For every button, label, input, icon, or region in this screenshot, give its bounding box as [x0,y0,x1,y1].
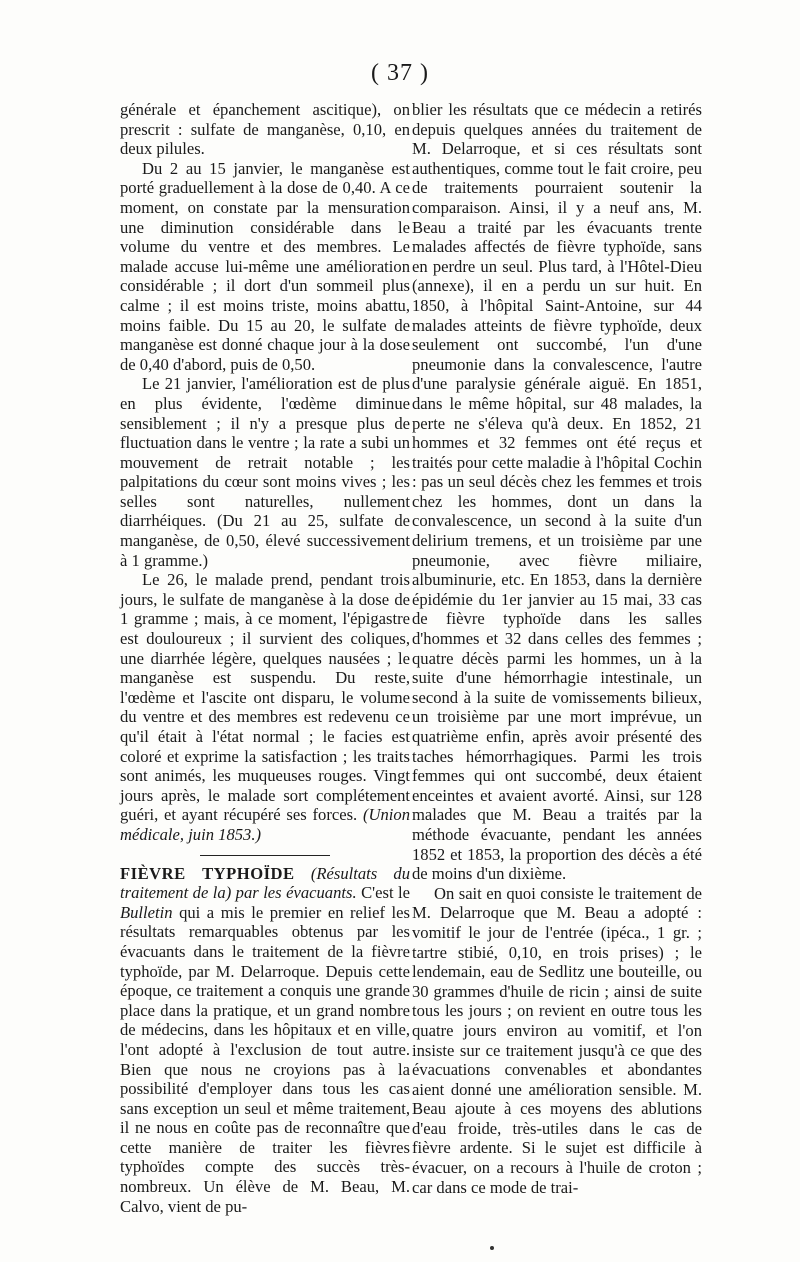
paragraph-text: C'est le [361,883,410,903]
section-divider [200,855,330,856]
bulletin-title: Bulletin [120,902,173,922]
source-citation: (Union médicale, juin 1853.) [120,805,410,844]
page-number: ( 37 ) [371,60,429,86]
paragraph: Du 2 au 15 janvier, le manganèse est porté graduellement à la dose de 0,40. A ce moment, on constate par la mensuration une diminution considérable dans le volume du ventre et des membres. Le malade accuse lui-même une amélioration considérable ; il dort d'un sommeil plus calme ; il est moins triste, moins abattu, moins faible. Du 15 au 20, le sulfate de manganèse est donné chaque jour à la dose de 0,40 d'abord, puis de 0,50. [120,158,410,374]
paragraph-text: qui a mis le premier en relief les résultats remarquables obtenus par les évacuants dans le traitement de la fièvre typhoïde, par M. Delarroque. Depuis cette époque, ce traitement a conquis une grande place dans la pratique, et un grand nombre de médecins, dans les hôpitaux et en ville, l'ont adopté à l'exclusion de tout autre. Bien que nous ne croyions pas à la possibilité d'employer dans tous les cas sans exception un seul et même traitement, il ne nous en coûte pas de reconnaître que cette manière de traiter les fièvres typhoïdes compte des succès très-nombreux. Un élève de M. Beau, M. Calvo, vient de pu- [120,902,410,1216]
paragraph: On sait en quoi consiste le traitement de M. Delarroque que M. Beau a adopté : vomitif le jour de l'entrée (ipéca., 1 gr. ; tartre stibié, 0,10, en trois prises) ; le lendemain, eau de Sedlitz une bouteille, ou 30 grammes d'huile de ricin ; ainsi de suite tous les jours ; on revient en outre tous les quatre jours environ au vomitif, et l'on insiste sur ce traitement jusqu'à ce que des évacuations convenables et abondantes aient donné une amélioration sensible. M. Beau ajoute à ces moyens des ablutions d'eau froide, très-utiles dans le cas de fièvre ardente. Si le sujet est difficile à évacuer, on a recours à l'huile de croton ; car dans ce mode de trai- [412,883,702,1197]
section-subtitle: (Résultats du traitement de la) par les évacuants. [120,863,411,903]
left-column [120,100,410,1216]
paragraph-text: Le 26, le malade prend, pendant trois jours, le sulfate de manganèse à la dose de 1 gramme ; mais, à ce moment, l'épigastre est douloureux ; il survient des coliques, une diarrhée légère, quelques nausées ; le manganèse est suspendu. Du reste, l'œdème et l'ascite ont disparu, le volume du ventre et des membres est redevenu ce qu'il était à l'état normal ; le facies est coloré et exprime la satisfaction ; les traits sont animés, les muqueuses rouges. Vingt jours après, le malade sort complétement guéri, et ayant récupéré ses forces. [120,570,410,825]
paragraph: générale et épanchement ascitique), on prescrit : sulfate de manganèse, 0,10, en deux pilules. [120,100,410,159]
section-title [120,864,410,1217]
paragraph: Le 21 janvier, l'amélioration est de plus en plus évidente, l'œdème diminue sensiblement ; il n'y a presque plus de fluctuation dans le ventre ; la rate a subi un mouvement de retrait notable ; les palpitations du cœur sont moins vives ; les selles sont naturelles, nullement diarrhéiques. (Du 21 au 25, sulfate de manganèse, de 0,50, élevé successivement à 1 gramme.) [120,374,410,570]
right-column [412,100,702,1197]
paragraph: blier les résultats que ce médecin a retirés depuis quelques années du traitement de M. Delarroque, et si ces résultats sont authentiques, comme tout le fait croire, peu de traitements pourraient soutenir la comparaison. Ainsi, il y a neuf ans, M. Beau a traité par les évacuants trente malades affectés de fièvre typhoïde, sans en perdre un seul. Plus tard, à l'Hôtel-Dieu (annexe), il en a perdu un sur huit. En 1850, à l'hôpital Saint-Antoine, sur 44 malades atteints de fièvre typhoïde, deux seulement ont succombé, l'un d'une pneumonie dans la convalescence, l'autre d'une paralysie générale aiguë. En 1851, dans le même hôpital, sur 48 malades, la perte ne s'éleva qu'à deux. En 1852, 21 hommes et 32 femmes ont été reçus et traités pour cette maladie à l'hôpital Cochin : pas un seul décès chez les femmes et trois chez les hommes, dont un dans la convalescence, un second à la suite d'un delirium tremens, et un troisième par une pneumonie, avec fièvre miliaire, albuminurie, etc. En 1853, dans la dernière épidémie du 1er janvier au 15 mai, 33 cas de fièvre typhoïde dans les salles d'hommes et 32 dans celles des femmes ; quatre décès parmi les hommes, un à la suite d'une hémorrhagie intestinale, un second à la suite de vomissements bilieux, un troisième par une mort imprévue, un quatrième enfin, après avoir présenté des taches hémorrhagiques. Parmi les trois femmes qui ont succombé, deux étaient enceintes et avaient avorté. Ainsi, sur 128 malades que M. Beau a traités par la méthode évacuante, pendant les années 1852 et 1853, la proportion des décès a été de moins d'un dixième. [412,100,702,884]
section-heading: FIÈVRE TYPHOÏDE [120,863,295,883]
ink-mark [490,1246,494,1250]
paragraph [120,570,410,844]
